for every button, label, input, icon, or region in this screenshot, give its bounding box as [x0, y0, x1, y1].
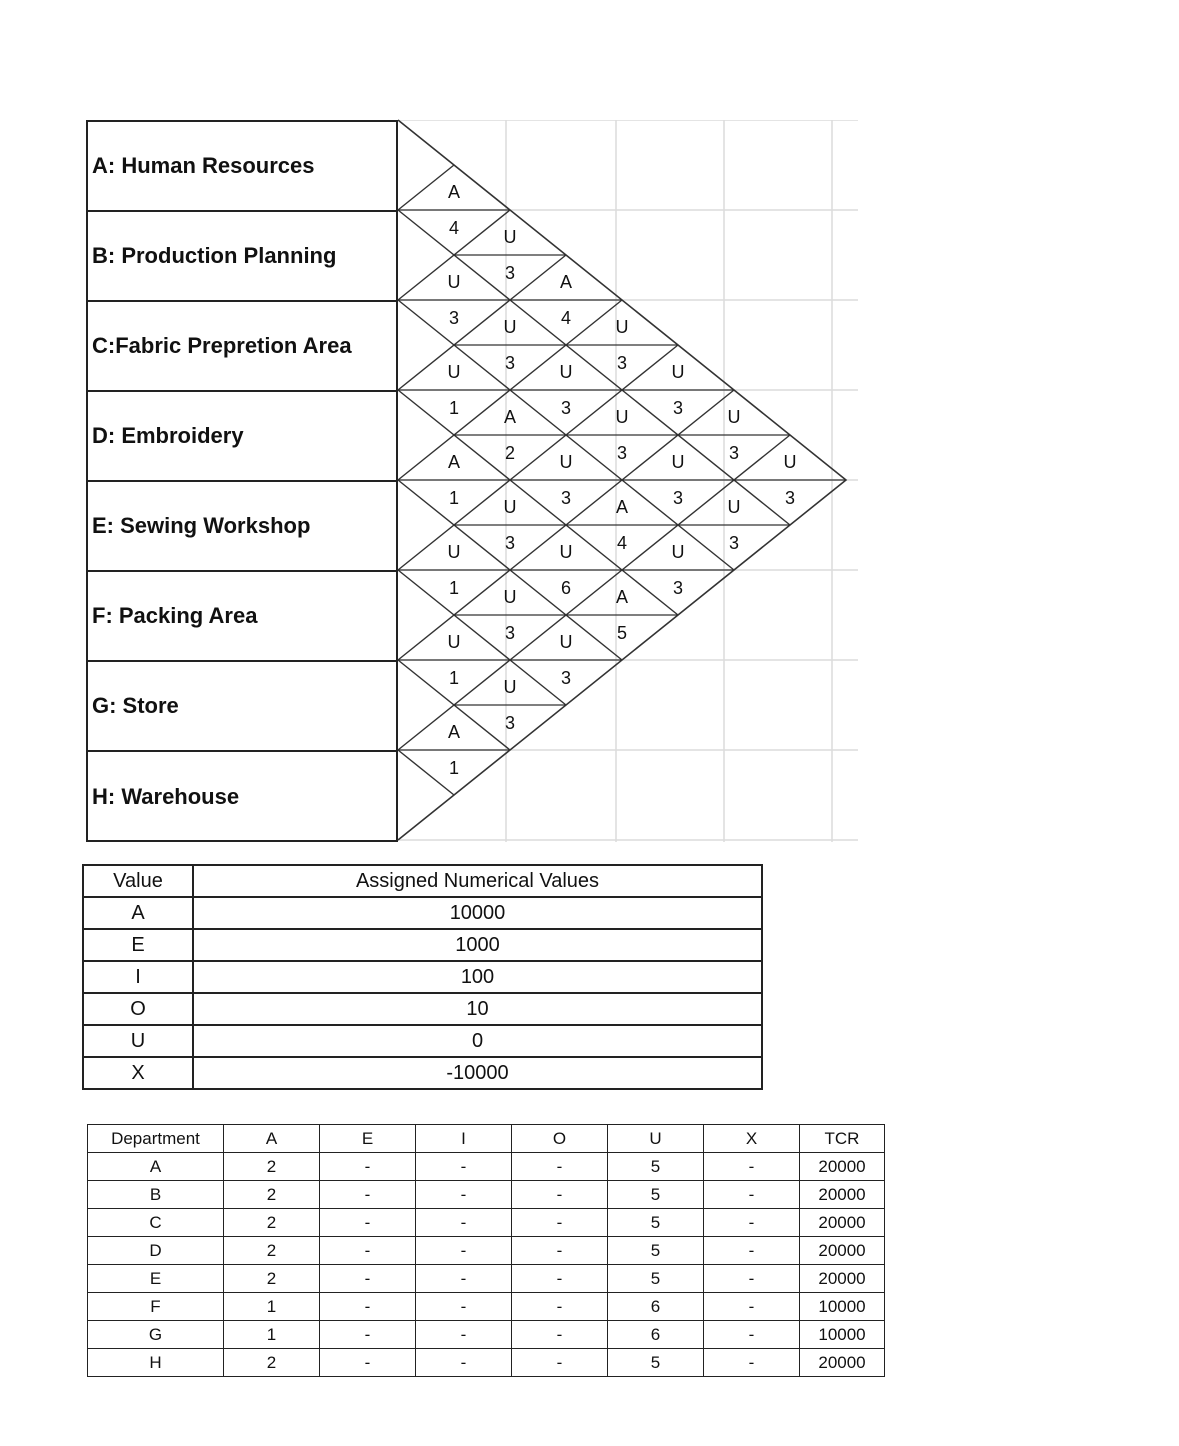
tcr-cell: D [88, 1237, 224, 1265]
tcr-cell: - [512, 1349, 608, 1377]
tcr-cell: - [416, 1293, 512, 1321]
rel-reason: 3 [560, 488, 572, 508]
rel-reason: 3 [504, 623, 516, 643]
rel-reason: 3 [560, 668, 572, 688]
rel-reason: 2 [504, 443, 516, 463]
rel-reason: 3 [616, 353, 628, 373]
rel-reason: 5 [616, 623, 628, 643]
value-code: X [83, 1057, 193, 1089]
tcr-cell: - [320, 1293, 416, 1321]
tcr-header-row [88, 1125, 885, 1153]
rel-code: U [559, 632, 573, 652]
header-cell: O [512, 1125, 608, 1153]
tcr-cell: - [416, 1209, 512, 1237]
value-number: 1000 [193, 929, 762, 961]
rel-reason: 1 [448, 488, 460, 508]
rel-code: A [447, 722, 461, 742]
header-cell: Assigned Numerical Values [193, 865, 762, 897]
value-code: A [83, 897, 193, 929]
rel-reason: 3 [560, 398, 572, 418]
tcr-cell: 6 [608, 1321, 704, 1349]
rel-reason: 3 [448, 308, 460, 328]
tcr-table [87, 1124, 885, 1377]
dept-label: D: Embroidery [92, 423, 244, 448]
tcr-cell: 2 [224, 1181, 320, 1209]
rel-reason: 3 [504, 713, 516, 733]
tcr-cell: 20000 [800, 1153, 885, 1181]
rel-code: U [783, 452, 797, 472]
rel-reason: 3 [672, 578, 684, 598]
tcr-cell: - [416, 1321, 512, 1349]
tcr-cell: 10000 [800, 1293, 885, 1321]
rel-reason: 1 [448, 398, 460, 418]
tcr-row [88, 1265, 885, 1293]
values-row [83, 897, 762, 929]
rel-code: U [559, 542, 573, 562]
rel-reason: 3 [504, 533, 516, 553]
rel-code: U [447, 632, 461, 652]
value-number: 100 [193, 961, 762, 993]
rel-reason: 1 [448, 578, 460, 598]
rel-code: U [727, 407, 741, 427]
header-cell: Value [83, 865, 193, 897]
tcr-cell: - [704, 1349, 800, 1377]
header-cell: E [320, 1125, 416, 1153]
tcr-cell: - [704, 1265, 800, 1293]
tcr-cell: 2 [224, 1265, 320, 1293]
rel-code: U [559, 362, 573, 382]
rel-code: U [503, 317, 517, 337]
tcr-cell: 1 [224, 1293, 320, 1321]
tcr-cell: 2 [224, 1153, 320, 1181]
tcr-row [88, 1209, 885, 1237]
rel-code: U [503, 227, 517, 247]
dept-label: E: Sewing Workshop [92, 513, 311, 538]
tcr-row [88, 1237, 885, 1265]
tcr-cell: E [88, 1265, 224, 1293]
rel-reason: 3 [672, 488, 684, 508]
values-header-row [83, 865, 762, 897]
tcr-cell: - [416, 1237, 512, 1265]
value-number: -10000 [193, 1057, 762, 1089]
value-code: I [83, 961, 193, 993]
rel-reason: 3 [784, 488, 796, 508]
tcr-cell: - [320, 1237, 416, 1265]
tcr-row [88, 1153, 885, 1181]
dept-label: C:Fabric Prepretion Area [92, 333, 352, 358]
tcr-cell: - [416, 1153, 512, 1181]
tcr-cell: - [704, 1293, 800, 1321]
tcr-cell: - [320, 1153, 416, 1181]
rel-reason: 3 [728, 443, 740, 463]
diagonal-line [398, 390, 678, 615]
tcr-row [88, 1181, 885, 1209]
rel-code: U [503, 497, 517, 517]
rel-code: A [615, 587, 629, 607]
rel-code: U [447, 362, 461, 382]
tcr-cell: - [320, 1209, 416, 1237]
tcr-cell: A [88, 1153, 224, 1181]
rel-code: A [503, 407, 517, 427]
values-row [83, 1025, 762, 1057]
value-number: 0 [193, 1025, 762, 1057]
value-code: E [83, 929, 193, 961]
rel-code: U [447, 542, 461, 562]
header-cell: Department [88, 1125, 224, 1153]
rel-reason: 3 [728, 533, 740, 553]
rel-code: U [671, 362, 685, 382]
tcr-cell: G [88, 1321, 224, 1349]
dept-label: F: Packing Area [92, 603, 258, 628]
value-code: U [83, 1025, 193, 1057]
rel-reason: 3 [672, 398, 684, 418]
tcr-cell: 5 [608, 1265, 704, 1293]
tcr-cell: - [704, 1321, 800, 1349]
values-row [83, 929, 762, 961]
tcr-row [88, 1349, 885, 1377]
rel-code: U [671, 452, 685, 472]
tcr-cell: 20000 [800, 1349, 885, 1377]
rel-reason: 4 [560, 308, 572, 328]
tcr-cell: - [416, 1265, 512, 1293]
rel-code: A [447, 182, 461, 202]
dept-label: G: Store [92, 693, 179, 718]
tcr-cell: - [320, 1181, 416, 1209]
header-cell: U [608, 1125, 704, 1153]
rel-code: U [727, 497, 741, 517]
dept-label: A: Human Resources [92, 153, 315, 178]
rel-code: U [447, 272, 461, 292]
value-code: O [83, 993, 193, 1025]
tcr-cell: 5 [608, 1181, 704, 1209]
tcr-cell: 5 [608, 1237, 704, 1265]
tcr-cell: H [88, 1349, 224, 1377]
rel-reason: 3 [504, 263, 516, 283]
tcr-cell: 20000 [800, 1181, 885, 1209]
tcr-cell: - [416, 1181, 512, 1209]
tcr-cell: - [320, 1321, 416, 1349]
header-cell: A [224, 1125, 320, 1153]
tcr-cell: 6 [608, 1293, 704, 1321]
rel-reason: 1 [448, 758, 460, 778]
values-table [82, 864, 763, 1090]
tcr-cell: 2 [224, 1349, 320, 1377]
rel-code: U [503, 677, 517, 697]
header-cell: I [416, 1125, 512, 1153]
tcr-cell: 20000 [800, 1237, 885, 1265]
rel-code: U [615, 407, 629, 427]
tcr-cell: - [704, 1181, 800, 1209]
tcr-cell: - [512, 1265, 608, 1293]
tcr-cell: - [512, 1181, 608, 1209]
rel-code: A [559, 272, 573, 292]
rel-reason: 4 [448, 218, 460, 238]
tcr-cell: C [88, 1209, 224, 1237]
rel-code: A [615, 497, 629, 517]
diagonal-line [398, 345, 678, 570]
dept-label: B: Production Planning [92, 243, 337, 268]
rel-reason: 1 [448, 668, 460, 688]
tcr-row [88, 1321, 885, 1349]
tcr-cell: 10000 [800, 1321, 885, 1349]
header-cell: TCR [800, 1125, 885, 1153]
tcr-cell: - [512, 1209, 608, 1237]
rel-reason: 3 [504, 353, 516, 373]
values-row [83, 961, 762, 993]
rel-code: U [503, 587, 517, 607]
tcr-cell: - [704, 1153, 800, 1181]
tcr-cell: - [512, 1293, 608, 1321]
diagonal-line [398, 165, 454, 210]
tcr-cell: 5 [608, 1153, 704, 1181]
tcr-cell: - [512, 1237, 608, 1265]
tcr-cell: 20000 [800, 1209, 885, 1237]
tcr-cell: - [320, 1265, 416, 1293]
rel-code: U [615, 317, 629, 337]
rel-code: A [447, 452, 461, 472]
tcr-cell: B [88, 1181, 224, 1209]
value-number: 10 [193, 993, 762, 1025]
values-row [83, 1057, 762, 1089]
dept-label: H: Warehouse [92, 784, 240, 809]
diagonal-line [398, 750, 454, 795]
tcr-cell: 20000 [800, 1265, 885, 1293]
tcr-cell: 2 [224, 1237, 320, 1265]
value-number: 10000 [193, 897, 762, 929]
tcr-cell: 5 [608, 1209, 704, 1237]
rel-reason: 4 [616, 533, 628, 553]
values-row [83, 993, 762, 1025]
rel-reason: 6 [560, 578, 572, 598]
rel-code: U [559, 452, 573, 472]
tcr-cell: - [704, 1237, 800, 1265]
tcr-cell: - [512, 1153, 608, 1181]
tcr-cell: - [320, 1349, 416, 1377]
diagonal-line [398, 255, 566, 390]
tcr-cell: 5 [608, 1349, 704, 1377]
rel-reason: 3 [616, 443, 628, 463]
tcr-cell: 2 [224, 1209, 320, 1237]
tcr-cell: F [88, 1293, 224, 1321]
tcr-row [88, 1293, 885, 1321]
diagonal-line [398, 570, 566, 705]
tcr-cell: 1 [224, 1321, 320, 1349]
header-cell: X [704, 1125, 800, 1153]
tcr-cell: - [704, 1209, 800, 1237]
rel-code: U [671, 542, 685, 562]
tcr-cell: - [416, 1349, 512, 1377]
tcr-cell: - [512, 1321, 608, 1349]
